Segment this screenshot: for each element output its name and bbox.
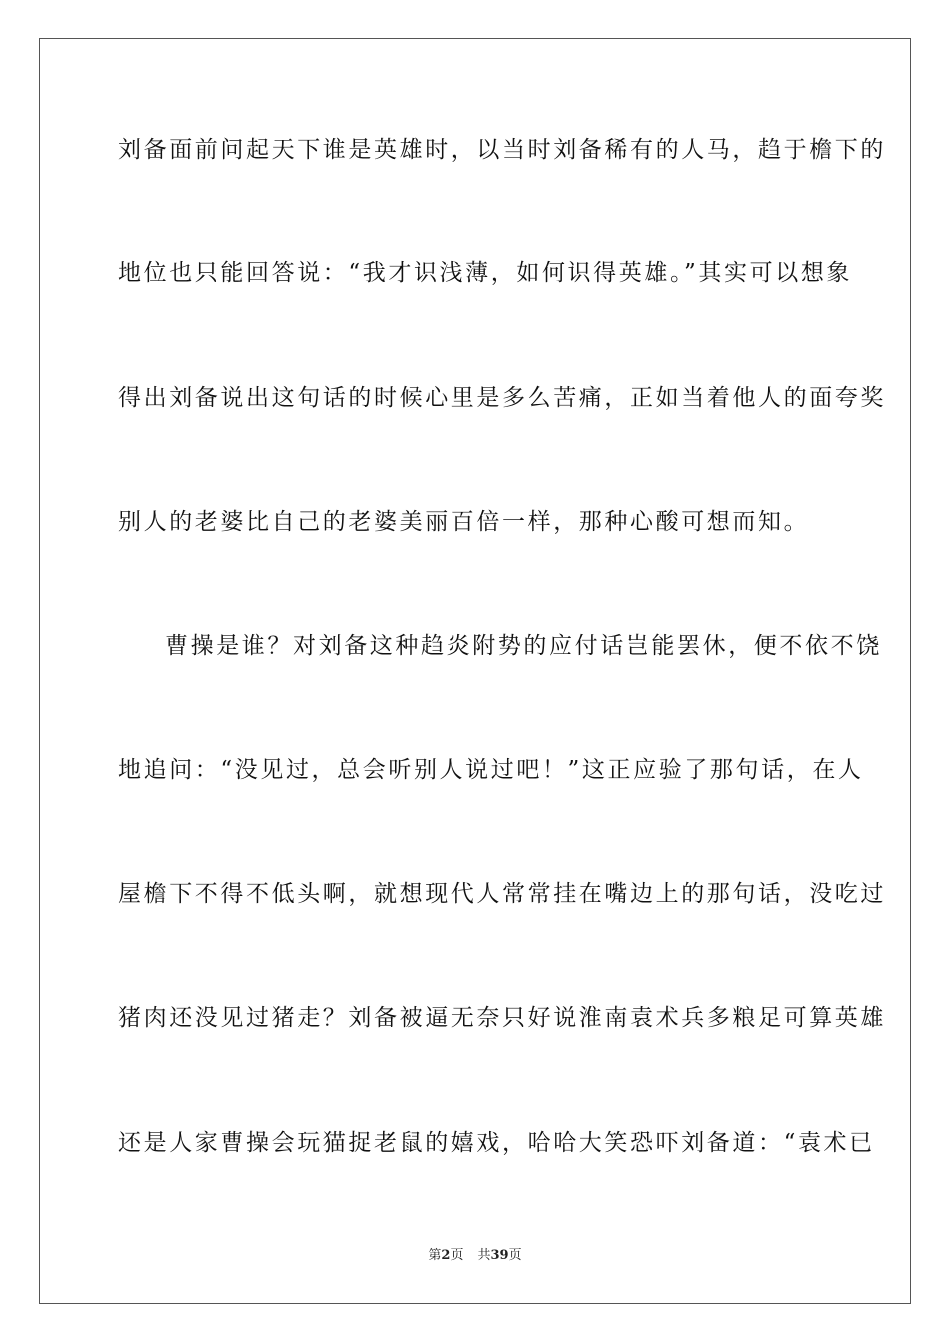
footer-total-suffix: 页 bbox=[508, 1248, 522, 1263]
footer-total-pages: 39 bbox=[490, 1248, 509, 1263]
footer-total-prefix: 共 bbox=[477, 1248, 491, 1263]
footer-page-number: 2 bbox=[441, 1248, 451, 1263]
text-line: 地位也只能回答说：“我才识浅薄，如何识得英雄。”其实可以想象 bbox=[118, 260, 853, 286]
text-line: 屋檐下不得不低头啊，就想现代人常常挂在嘴边上的那句话，没吃过 bbox=[118, 881, 886, 907]
page-border bbox=[39, 38, 911, 1304]
text-line: 别人的老婆比自己的老婆美丽百倍一样，那种心酸可想而知。 bbox=[118, 509, 810, 535]
footer-page-suffix: 页 bbox=[450, 1248, 464, 1263]
text-line: 刘备面前问起天下谁是英雄时，以当时刘备稀有的人马，趋于檐下的 bbox=[118, 137, 886, 163]
text-line: 猪肉还没见过猪走？刘备被逼无奈只好说淮南袁术兵多粮足可算英雄 bbox=[118, 1005, 886, 1031]
page-footer bbox=[0, 1247, 950, 1265]
text-line: 得出刘备说出这句话的时候心里是多么苦痛，正如当着他人的面夸奖 bbox=[118, 385, 886, 411]
text-line: 还是人家曹操会玩猫捉老鼠的嬉戏，哈哈大笑恐吓刘备道：“袁术已 bbox=[118, 1130, 875, 1156]
text-line: 曹操是谁？对刘备这种趋炎附势的应付话岂能罢休，便不依不饶 bbox=[165, 633, 882, 659]
footer-page-prefix: 第 bbox=[428, 1248, 442, 1263]
text-line: 地追问：“没见过，总会听别人说过吧！”这正应验了那句话，在人 bbox=[118, 757, 864, 783]
